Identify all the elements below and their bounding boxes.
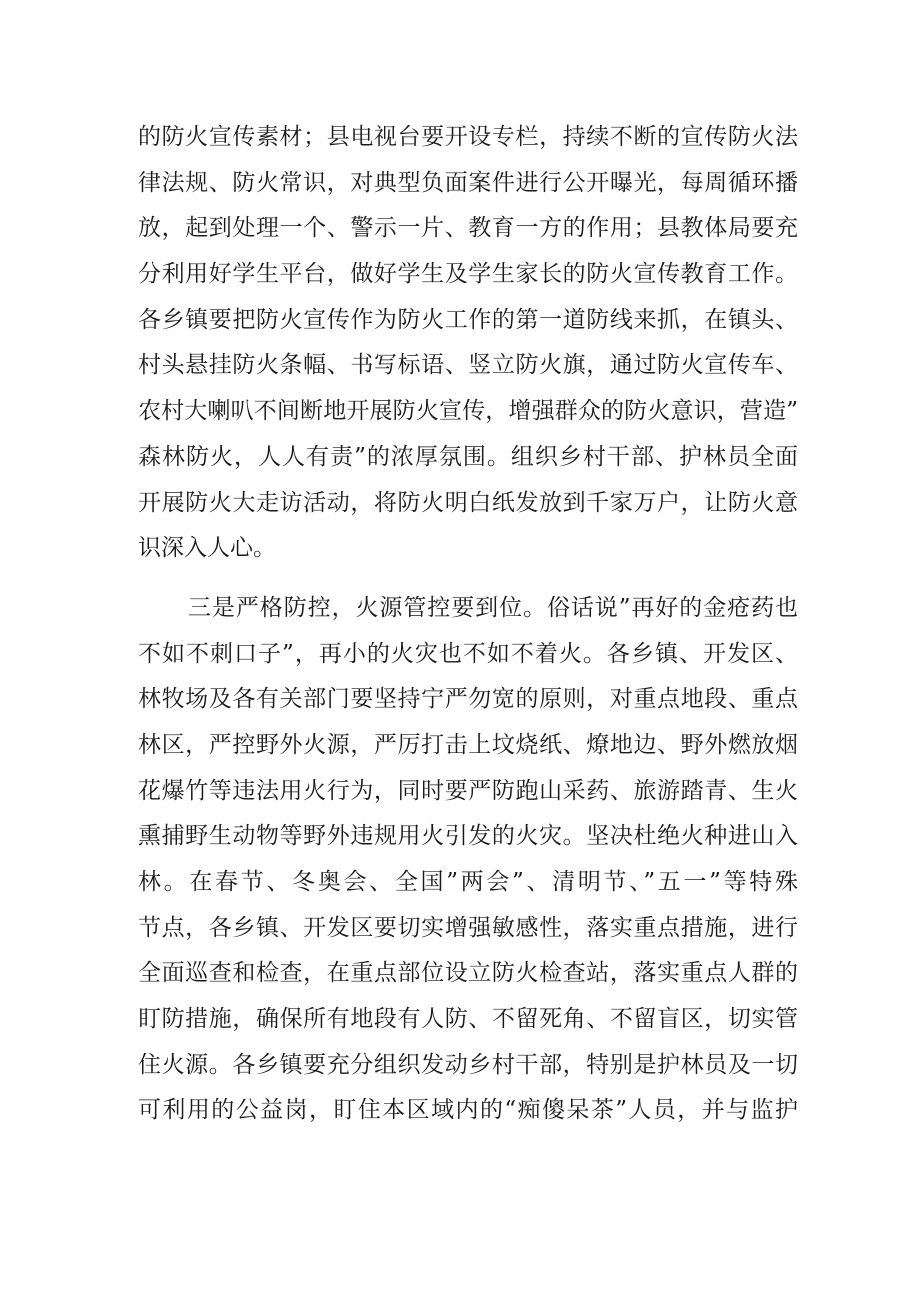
- text-line: 三是严格防控，火源管控要到位。俗话说”再好的金疮药也: [188, 594, 798, 621]
- text-line: 盯防措施，确保所有地段有人防、不留死角、不留盲区，切实管: [138, 1006, 798, 1033]
- paragraph-1: [138, 115, 798, 572]
- text-line: 开展防火大走访活动，将防火明白纸发放到千家万户，让防火意: [138, 489, 798, 516]
- text-line: 农村大喇叭不间断地开展防火宣传，增强群众的防火意识，营造”: [138, 398, 798, 425]
- text-line: 林牧场及各有关部门要坚持宁严勿宽的原则，对重点地段、重点: [138, 686, 798, 713]
- text-line: 的防火宣传素材；县电视台要开设专栏，持续不断的宣传防火法: [138, 124, 798, 150]
- text-line: 不如不刺口子”，再小的火灾也不如不着火。各乡镇、开发区、: [138, 640, 798, 667]
- text-line: 放，起到处理一个、警示一片、教育一方的作用；县教体局要充: [138, 215, 798, 242]
- document-body: [138, 115, 798, 1134]
- text-line: 各乡镇要把防火宣传作为防火工作的第一道防线来抓，在镇头、: [138, 306, 798, 333]
- text-line: 熏捕野生动物等野外违规用火引发的火灾。坚决杜绝火种进山入: [138, 823, 798, 850]
- text-line: 分利用好学生平台，做好学生及学生家长的防火宣传教育工作。: [138, 261, 798, 288]
- text-line: 节点，各乡镇、开发区要切实增强敏感性，落实重点措施，进行: [138, 914, 798, 941]
- text-line: 林区，严控野外火源，严厉打击上坟烧纸、燎地边、野外燃放烟: [138, 731, 798, 758]
- text-line: 花爆竹等违法用火行为，同时要严防跑山采药、旅游踏青、生火: [138, 777, 798, 804]
- text-line: 识深入人心。: [138, 535, 276, 562]
- text-line: 律法规、防火常识，对典型负面案件进行公开曝光，每周循环播: [138, 169, 798, 196]
- paragraph-2: [138, 586, 798, 1134]
- text-line: 住火源。各乡镇要充分组织发动乡村干部，特别是护林员及一切: [138, 1051, 798, 1078]
- text-line: 村头悬挂防火条幅、书写标语、竖立防火旗，通过防火宣传车、: [138, 352, 798, 379]
- text-line: 林。在春节、冬奥会、全国”两会”、清明节、”五一”等特殊: [138, 869, 798, 895]
- text-line: 全面巡查和检查，在重点部位设立防火检查站，落实重点人群的: [138, 960, 798, 987]
- paragraph-gap: [138, 572, 798, 586]
- text-line: 可利用的公益岗，盯住本区域内的“痴傻呆茶”人员，并与监护: [138, 1097, 798, 1124]
- text-line: 森林防火，人人有责”的浓厚氛围。组织乡村干部、护林员全面: [138, 443, 798, 470]
